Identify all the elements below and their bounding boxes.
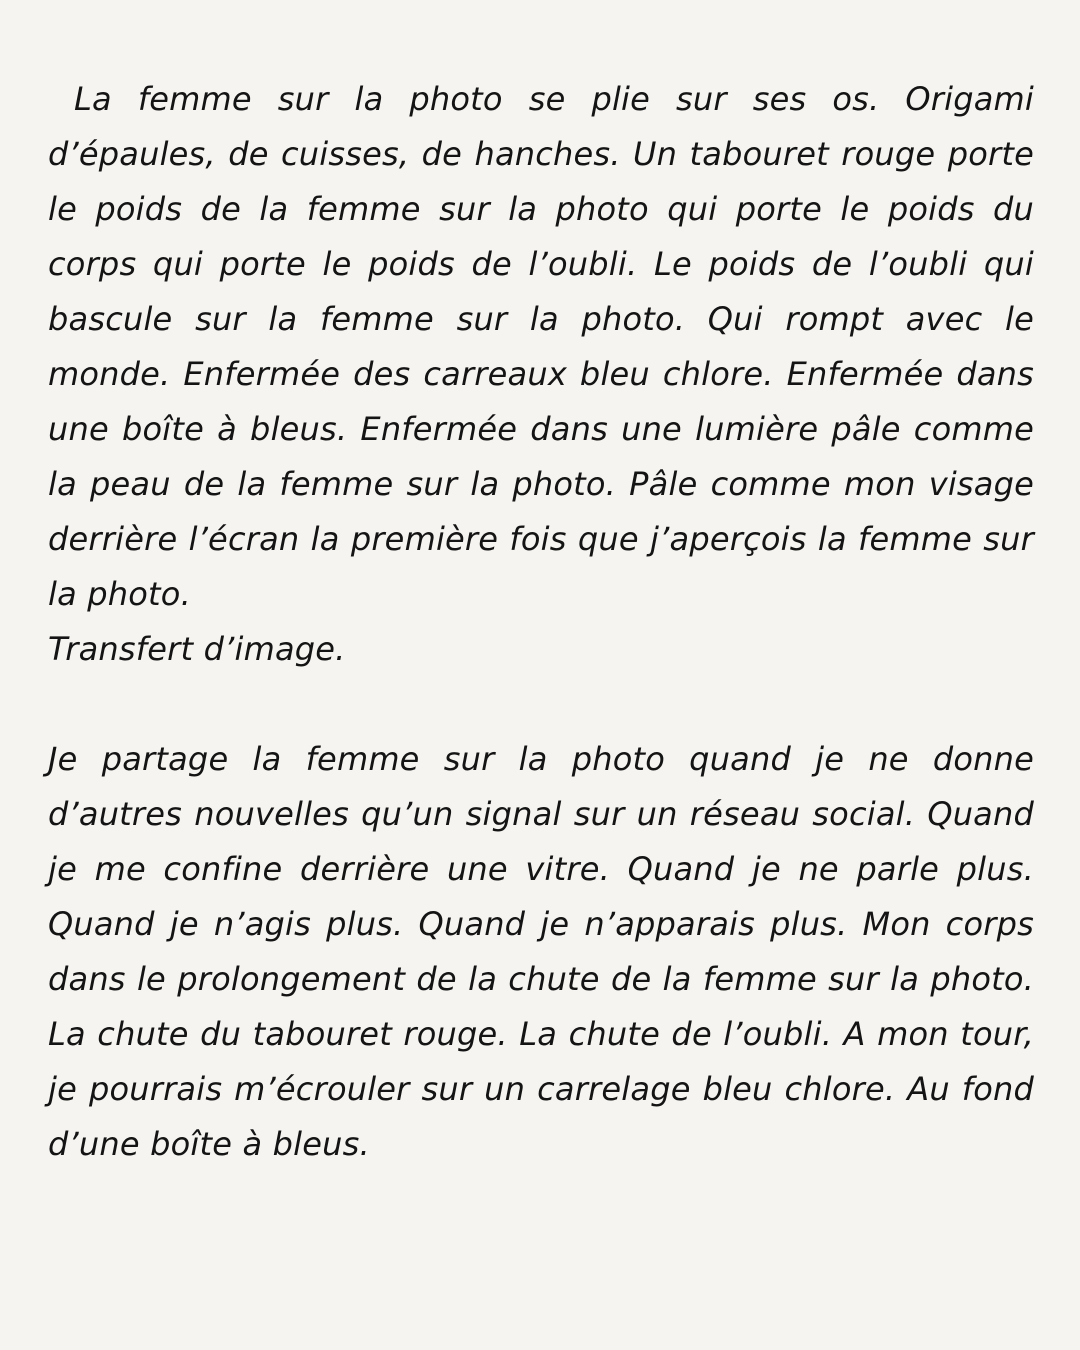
paragraph-gap [48,677,1034,732]
paragraph-2: Je partage la femme sur la photo quand je ne donne d’autres nouvelles qu’un signal sur un réseau social. Quand je me confine derrière une vitre. Quand je ne parle plus. Quand je n’agis plus. Quand je n’apparais plus. Mon corps dans le prolongement de la chute de la femme sur la photo. La chute du tabouret rouge. La chute de l’oubli. A mon tour, je pourrais m’écrouler sur un carrelage bleu chlore. Au fond d’une boîte à bleus. [48,740,1034,1163]
paragraph-1: La femme sur la photo se plie sur ses os. Origami d’épaules, de cuisses, de hanches. Un tabouret rouge porte le poids de la femme sur la photo qui porte le poids du corps qui porte le poids de l’oubli. Le poids de l’oubli qui bascule sur la femme sur la photo. Qui rompt avec le monde. Enfermée des carreaux bleu chlore. Enfermée dans une boîte à bleus. Enfermée dans une lumière pâle comme la peau de la femme sur la photo. Pâle comme mon visage derrière l’écran la première fois que j’aperçois la femme sur la photo. [48,80,1034,613]
text-page [48,72,1034,1172]
paragraph-1-tail: Transfert d’image. [48,630,346,668]
